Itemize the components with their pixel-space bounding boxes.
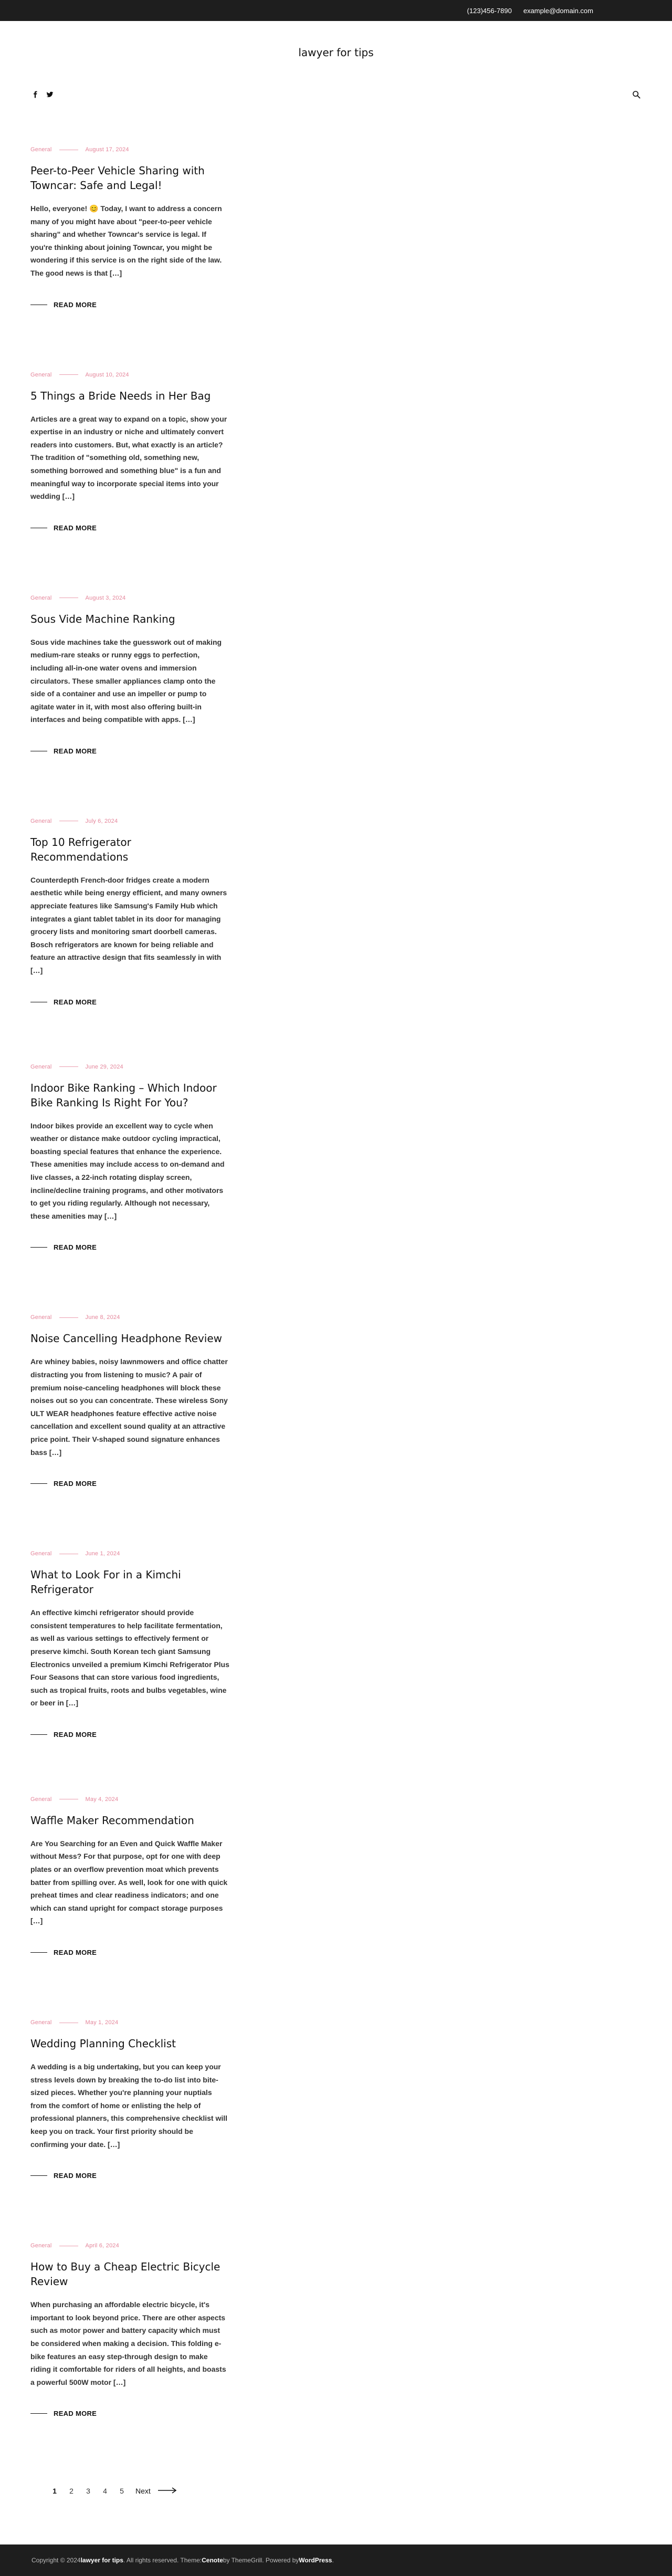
read-more-label: READ MORE [54, 1243, 97, 1252]
post-title[interactable]: Sous Vide Machine Ranking [30, 612, 175, 625]
post-title[interactable]: Waffle Maker Recommendation [30, 1814, 194, 1827]
footer-end: . [332, 2557, 334, 2564]
read-more-line [30, 2175, 47, 2176]
header-toolbar [0, 84, 672, 105]
read-more-label: READ MORE [54, 523, 97, 532]
post-meta [30, 1551, 230, 1557]
read-more-line [30, 1247, 47, 1248]
post-category[interactable]: General [30, 2019, 52, 2026]
post-title[interactable]: 5 Things a Bride Needs in Her Bag [30, 389, 211, 402]
facebook-icon[interactable] [32, 91, 39, 98]
post-meta [30, 2019, 230, 2026]
site-title[interactable]: lawyer for tips [298, 46, 374, 59]
post-meta [30, 818, 230, 824]
post-excerpt: Are whiney babies, noisy lawnmowers and office chatter distracting you from listening to music? A pair of premium noise-canceling headphones will block these noises out so you can concentrate. These wireless Sony ULT WEAR headphones feature effective active noise cancellation and excellent sound quality at an attractive price point. Their V-shaped sound signature enhances bass […] [30, 1357, 228, 1457]
post-article [30, 2019, 230, 2180]
read-more-label: READ MORE [54, 1730, 97, 1739]
post-date[interactable]: August 17, 2024 [85, 146, 129, 153]
read-more-line [30, 1952, 47, 1953]
post-meta [30, 2243, 230, 2249]
footer-theme-link[interactable]: Cenote [202, 2557, 223, 2564]
post-excerpt: Articles are a great way to expand on a topic, show your expertise in an industry or niche and ultimately convert readers into customers. But, what exactly is an article? The tradition of "something old, something new, something borrowed and something blue" is a fun and meaningful way to incorporate special items into your wedding […] [30, 414, 227, 501]
post-excerpt: An effective kimchi refrigerator should provide consistent temperatures to help facilitate fermentation, as well as various settings to effectively ferment or preserve kimchi. South Korean tech giant Samsung Electronics unveiled a premium Kimchi Refrigerator Plus Four Seasons that can store various food ingredients, such as tropical fruits, roots and bulbs vegetables, wine or beer in […] [30, 1608, 229, 1708]
post-meta [30, 1796, 230, 1803]
post-category[interactable]: General [30, 1314, 52, 1321]
post-date[interactable]: July 6, 2024 [85, 818, 118, 824]
footer-site-link[interactable]: lawyer for tips [80, 2557, 123, 2564]
post-category[interactable]: General [30, 594, 52, 601]
meta-divider [59, 1066, 78, 1067]
read-more-label: READ MORE [54, 998, 97, 1006]
post-date[interactable]: May 4, 2024 [85, 1796, 119, 1803]
read-more-label: READ MORE [54, 1949, 97, 1957]
read-more-button[interactable] [30, 2172, 230, 2180]
post-category[interactable]: General [30, 146, 52, 153]
read-more-button[interactable] [30, 2410, 230, 2417]
post-category[interactable]: General [30, 1551, 52, 1557]
read-more-line [30, 1734, 47, 1735]
read-more-label: READ MORE [54, 2410, 97, 2418]
page-number[interactable]: 4 [103, 2487, 107, 2496]
read-more-button[interactable] [30, 1243, 230, 1251]
post-date[interactable]: June 8, 2024 [85, 1314, 120, 1321]
post-title[interactable]: Peer-to-Peer Vehicle Sharing with Towncar: Safe and Legal! [30, 164, 205, 192]
post-category[interactable]: General [30, 1063, 52, 1070]
post-title[interactable]: Indoor Bike Ranking – Which Indoor Bike Ranking Is Right For You? [30, 1081, 217, 1109]
read-more-button[interactable] [30, 524, 230, 532]
post-title[interactable]: How to Buy a Cheap Electric Bicycle Review [30, 2260, 220, 2288]
page-number[interactable]: 5 [120, 2487, 124, 2496]
site-header [0, 21, 672, 84]
page-number[interactable]: 1 [52, 2487, 57, 2496]
post-date[interactable]: May 1, 2024 [85, 2019, 119, 2026]
phone-number[interactable]: (123)456-7890 [467, 6, 512, 15]
post-excerpt: When purchasing an affordable electric bicycle, it's important to look beyond price. There are other aspects such as motor power and battery capacity which must be considered when making a decision. This folding e-bike features an easy step-through design to make riding it comfortable for riders of all heights, and boasts a powerful 500W motor […] [30, 2300, 226, 2386]
footer-rights: . All rights reserved. Theme: [123, 2557, 202, 2564]
read-more-label: READ MORE [54, 1480, 97, 1488]
read-more-line [30, 1483, 47, 1484]
read-more-label: READ MORE [54, 747, 97, 755]
read-more-button[interactable] [30, 998, 230, 1006]
post-article [30, 595, 230, 755]
read-more-label: READ MORE [54, 300, 97, 309]
post-date[interactable]: August 10, 2024 [85, 371, 129, 378]
post-title[interactable]: Top 10 Refrigerator Recommendations [30, 835, 131, 863]
post-excerpt: Hello, everyone! 😊 Today, I want to address a concern many of you might have about "peer-to-peer vehicle sharing" and whether Towncar's service is legal. If you're thinking about joining Towncar, you might be wondering if this service is on the right side of the law. The good news is that […] [30, 204, 222, 277]
post-article [30, 1064, 230, 1252]
search-icon[interactable] [632, 90, 640, 99]
footer-copyright: Copyright © 2024 [32, 2557, 81, 2564]
post-excerpt: Counterdepth French-door fridges create a modern aesthetic while being energy efficient, and many owners appreciate features like Samsung's Family Hub which integrates a giant tablet tablet in its door for managing grocery lists and monitoring smart doorbell cameras. Bosch refrigerators are known for being reliable and feature an attractive design that fits seamlessly in with […] [30, 875, 227, 975]
post-category[interactable]: General [30, 1796, 52, 1803]
post-article [30, 1314, 230, 1488]
post-excerpt: Indoor bikes provide an excellent way to cycle when weather or distance make outdoor cycling impractical, boasting special features that enhance the experience. These amenities may include access to on-demand and live classes, a 22-inch rotating display screen, incline/decline training programs, and other motivators to get you riding regularly. Although not necessary, these amenities may […] [30, 1121, 225, 1220]
post-excerpt: Sous vide machines take the guesswork out of making medium-rare steaks or runny eggs to perfection, including all-in-one water ovens and immersion circulators. These smaller appliances clamp onto the side of a container and use an impeller or pump to agitate water in it, with most also offering built-in interfaces and being compatible with apps. […] [30, 637, 222, 724]
page-number[interactable]: 3 [86, 2487, 90, 2496]
post-date[interactable]: August 3, 2024 [85, 594, 126, 601]
footer-by: by ThemeGrill. Powered by [223, 2557, 299, 2564]
post-article [30, 1551, 230, 1739]
post-excerpt: Are You Searching for an Even and Quick Waffle Maker without Mess? For that purpose, opt for one with deep plates or an overflow prevention moat which prevents batter from spilling over. As well, look for one with quick preheat times and clear readiness indicators; and one which can stand upright for compact storage purposes […] [30, 1839, 228, 1925]
post-date[interactable]: June 29, 2024 [85, 1063, 123, 1070]
post-article [30, 146, 230, 309]
read-more-label: READ MORE [54, 2172, 97, 2180]
read-more-button[interactable] [30, 1731, 230, 1739]
read-more-button[interactable] [30, 301, 230, 309]
post-category[interactable]: General [30, 371, 52, 378]
site-footer [0, 2544, 672, 2576]
post-article [30, 372, 230, 532]
post-category[interactable]: General [30, 2243, 52, 2249]
pagination [46, 2480, 672, 2501]
post-date[interactable]: June 1, 2024 [85, 1551, 120, 1557]
next-label: Next [135, 2487, 151, 2496]
read-more-button[interactable] [30, 747, 230, 755]
post-meta [30, 595, 230, 601]
next-page-button[interactable] [135, 2487, 177, 2495]
post-article [30, 2243, 230, 2417]
post-excerpt: A wedding is a big undertaking, but you can keep your stress levels down by breaking the to-do list into bite-sized pieces. Whether you're planning your nuptials from the comfort of home or enlisting the help of professional planners, this comprehensive checklist will keep you on track. Your first priority should be confirming your date. […] [30, 2062, 228, 2149]
meta-divider [59, 1317, 78, 1318]
read-more-line [30, 2413, 47, 2414]
post-meta [30, 372, 230, 378]
post-title[interactable]: Noise Cancelling Headphone Review [30, 1332, 223, 1345]
post-title[interactable]: Wedding Planning Checklist [30, 2037, 176, 2050]
post-article [30, 818, 230, 1006]
page-number[interactable]: 2 [69, 2487, 74, 2496]
post-meta [30, 1314, 230, 1321]
twitter-icon[interactable] [46, 91, 54, 98]
arrow-right-icon [158, 2487, 177, 2495]
post-category[interactable]: General [30, 818, 52, 824]
post-article [30, 1796, 230, 1956]
post-title[interactable]: What to Look For in a Kimchi Refrigerator [30, 1568, 181, 1596]
email-address[interactable]: example@domain.com [523, 6, 593, 15]
post-date[interactable]: April 6, 2024 [85, 2243, 119, 2249]
post-meta [30, 146, 230, 153]
post-meta [30, 1064, 230, 1070]
post-list [30, 105, 230, 2417]
footer-wordpress-link[interactable]: WordPress [299, 2557, 332, 2564]
meta-divider [59, 374, 78, 375]
read-more-button[interactable] [30, 1949, 230, 1956]
social-links [32, 91, 54, 98]
top-bar [0, 0, 672, 21]
read-more-button[interactable] [30, 1480, 230, 1488]
